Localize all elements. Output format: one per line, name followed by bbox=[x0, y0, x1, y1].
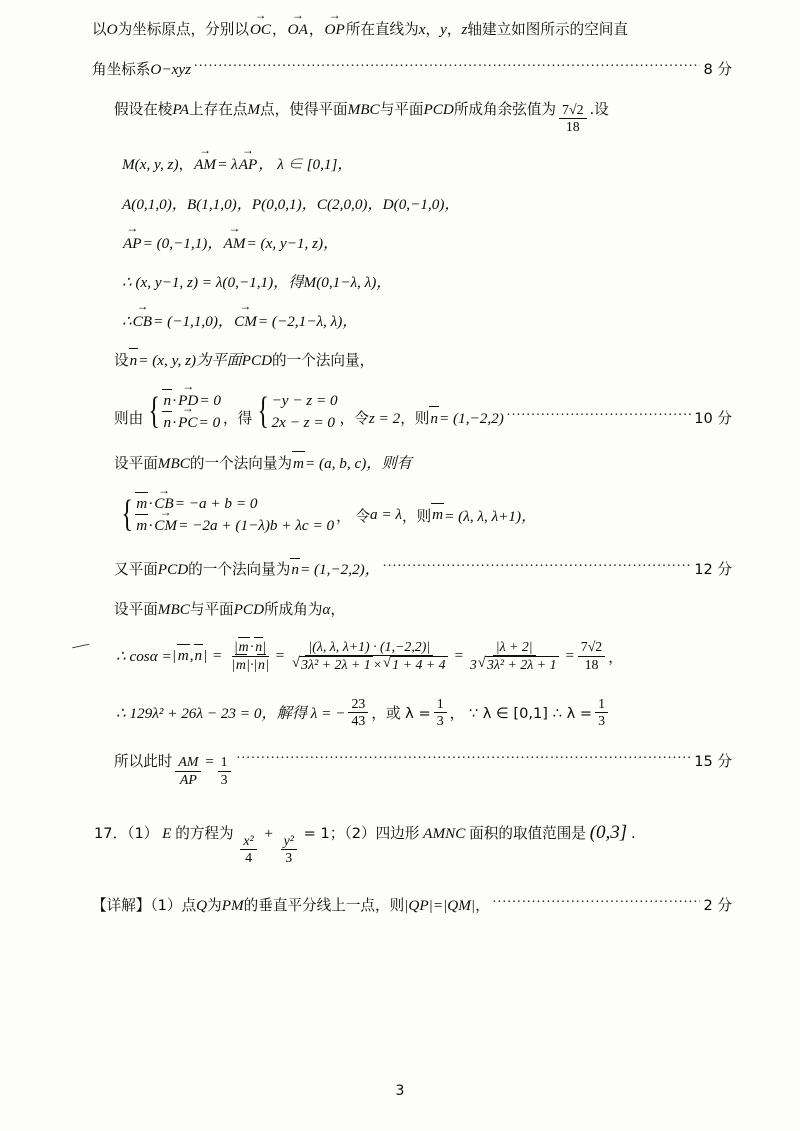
normal-vector-n: n bbox=[258, 656, 265, 672]
normal-vector-m: m bbox=[432, 506, 444, 524]
text-fragment: ， bbox=[178, 156, 194, 174]
text-fragment: = 1；（2）四边形 bbox=[303, 825, 420, 843]
text-fragment: 设平面 bbox=[114, 454, 158, 472]
normal-vector-m: m bbox=[136, 517, 148, 535]
coordinates-xyz: (x, y, z) bbox=[134, 156, 179, 174]
text-fragment: ， bbox=[425, 21, 441, 38]
equation-fragment: = −2a + (1−λ)b + λc = 0 bbox=[178, 517, 335, 535]
equation-fragment: = 0 bbox=[199, 391, 221, 409]
dot-leader bbox=[194, 59, 700, 74]
equation-fragment: = (λ, λ, λ+1)， bbox=[444, 507, 537, 525]
equals-sign: = bbox=[204, 753, 215, 771]
system-rows bbox=[162, 390, 221, 434]
text-fragment: ， bbox=[446, 21, 462, 38]
fraction-numerator: 7√2 bbox=[578, 639, 605, 656]
equation-system-1 bbox=[145, 390, 221, 434]
fraction-denominator: 18 bbox=[565, 119, 580, 134]
score-marks: 10 分 bbox=[694, 410, 732, 428]
line-system-MBC bbox=[92, 493, 732, 537]
fraction-numerator: 1 bbox=[434, 696, 447, 713]
solution-body bbox=[92, 20, 732, 935]
line-angle-definition bbox=[92, 600, 732, 619]
fraction-denominator: 3 bbox=[220, 771, 228, 787]
point-M: M bbox=[247, 100, 261, 118]
dot-operator: · bbox=[172, 413, 178, 431]
dot-operator: · bbox=[148, 517, 154, 535]
text-fragment: 与平面 bbox=[189, 600, 234, 618]
fraction-numerator: AM bbox=[175, 754, 201, 771]
segment-PA: PA bbox=[172, 100, 189, 118]
length-QM: |QM| bbox=[443, 896, 476, 914]
vector-CB: CB → bbox=[132, 312, 153, 331]
length-QP: |QP| bbox=[404, 896, 433, 914]
normal-vector-n: n bbox=[163, 413, 172, 431]
line-assumption bbox=[92, 100, 732, 136]
text-fragment: ，则 bbox=[401, 507, 432, 525]
fraction-numerator: x² bbox=[240, 833, 256, 850]
plane-MBC: MBC bbox=[157, 600, 190, 618]
equation-fragment: = (−2,1−λ, λ)， bbox=[257, 312, 358, 330]
plane-PCD: PCD bbox=[423, 100, 454, 118]
normal-vector-n: n bbox=[291, 561, 299, 579]
text-fragment: 轴建立如图所示的空间直 bbox=[467, 21, 628, 38]
text-fragment: 所成角为 bbox=[264, 600, 323, 618]
line-solve-M bbox=[92, 273, 732, 292]
left-brace: { bbox=[257, 390, 269, 433]
fraction-numerator: |λ + 2| bbox=[493, 639, 536, 656]
fraction-numerator: 23 bbox=[348, 696, 368, 713]
fraction-cosine-value bbox=[559, 102, 586, 136]
text-fragment: ， bbox=[272, 21, 287, 38]
text-fragment: ， bbox=[475, 896, 490, 914]
curve-E: E bbox=[162, 825, 172, 843]
text-fragment: 【详解】（1）点 bbox=[92, 896, 197, 914]
equation-fragment: ∴ cosα = bbox=[116, 647, 172, 665]
text-fragment: ， bbox=[308, 21, 324, 38]
stray-pen-mark: — bbox=[70, 633, 91, 656]
system-rows bbox=[271, 390, 337, 434]
dot-operator: · bbox=[172, 391, 178, 409]
line-point-coordinates bbox=[92, 195, 732, 214]
points-list: A(0,1,0)，B(1,1,0)，P(0,0,1)，C(2,0,0)，D(0,−1,0)， bbox=[122, 195, 460, 213]
line-quadratic-solution bbox=[92, 696, 732, 730]
vector-PD: PD → bbox=[177, 392, 199, 409]
text-fragment: 与平面 bbox=[379, 100, 424, 118]
axis-y: y bbox=[440, 21, 447, 38]
equation-system-2 bbox=[254, 390, 337, 434]
equation-fragment: ∴ 129λ² + 26λ − 23 = 0，解得 λ = − bbox=[116, 704, 346, 722]
dot-leader bbox=[507, 408, 691, 423]
line-vectors-AP-AM bbox=[92, 234, 732, 253]
normal-vector-m: m bbox=[177, 647, 189, 665]
abs-bar: | bbox=[204, 647, 208, 665]
fraction-numerator: |(λ, λ, λ+1) · (1,−2,2)| bbox=[305, 639, 433, 656]
score-marks: 8 分 bbox=[703, 61, 732, 79]
fraction-lambda-neg bbox=[348, 696, 368, 730]
equation-fragment: = (−1,1,0)， bbox=[153, 312, 234, 330]
text-fragment: 所以此时 bbox=[114, 753, 173, 771]
fraction-one-third bbox=[218, 754, 231, 788]
fraction-denominator bbox=[288, 656, 451, 673]
therefore-symbol: ∴ bbox=[122, 312, 132, 330]
text-fragment: 的方程为 bbox=[175, 825, 234, 843]
equation-fragment: = (1,−2,2)， bbox=[299, 561, 380, 579]
sqrt-radicand: 3λ² + 2λ + 1 bbox=[487, 657, 557, 673]
axis-z: z bbox=[461, 21, 468, 38]
plane-MBC: MBC bbox=[157, 454, 190, 472]
vector-AM: AM → bbox=[223, 234, 247, 253]
text-fragment: 的垂直平分线上一点，则 bbox=[243, 896, 405, 914]
fraction-numerator: 1 bbox=[595, 696, 608, 713]
equation-fragment: = λ bbox=[217, 156, 238, 174]
fraction-y-squared-over-3 bbox=[281, 833, 297, 867]
text-fragment: 角坐标系 bbox=[92, 61, 151, 79]
sqrt-radicand: 1 + 4 + 4 bbox=[392, 657, 446, 673]
line-coordinate-setup bbox=[92, 20, 732, 39]
dot-operator: · bbox=[148, 495, 154, 513]
fraction-denominator: 3 bbox=[598, 712, 606, 728]
axis-x: x bbox=[418, 21, 426, 38]
fraction-lambda-final bbox=[595, 696, 608, 730]
fraction-denominator: 18 bbox=[584, 656, 599, 672]
fraction-result bbox=[578, 639, 605, 673]
angle-alpha: α bbox=[322, 600, 331, 618]
fraction-denominator: 3 bbox=[285, 850, 293, 866]
text-fragment: 点，使得平面 bbox=[260, 100, 348, 118]
equals-sign: = bbox=[432, 896, 444, 914]
equation-fragment: = (x, y−1, z)， bbox=[246, 234, 339, 252]
line-M-definition bbox=[92, 155, 732, 174]
fraction-numerator: |m·n| bbox=[232, 639, 269, 656]
fraction-numerator: 1 bbox=[218, 754, 231, 771]
system-row: −y − z = 0 bbox=[271, 391, 338, 409]
normal-vector-n: n bbox=[430, 410, 438, 428]
normal-vector-n: n bbox=[255, 639, 263, 655]
text-fragment: ，或 λ = bbox=[371, 704, 431, 722]
equation-fragment: = −a + b = 0 bbox=[174, 495, 258, 513]
line-ratio-result bbox=[92, 751, 732, 788]
equation-fragment: = 0 bbox=[198, 413, 221, 431]
vector-CB: CB → bbox=[153, 495, 174, 512]
text-fragment: 设平面 bbox=[114, 600, 158, 618]
equation-system-3 bbox=[118, 493, 334, 537]
equals-sign: = bbox=[208, 647, 227, 665]
line-normal-PCD-again bbox=[92, 559, 732, 579]
line-cosine-computation bbox=[92, 639, 732, 674]
fraction-AM-over-AP bbox=[175, 754, 201, 788]
sqrt-expr bbox=[383, 656, 448, 673]
normal-vector-m: m bbox=[238, 639, 249, 655]
text-fragment: 又平面 bbox=[114, 561, 158, 579]
dot-leader bbox=[383, 559, 691, 574]
question-number: 17．（1） bbox=[94, 825, 159, 843]
text-fragment: ，得 bbox=[223, 410, 253, 428]
score-marks: 15 分 bbox=[694, 753, 732, 771]
plane-PCD: PCD bbox=[157, 561, 189, 579]
equals-sign: = bbox=[564, 647, 575, 665]
text-fragment: 所在直线为 bbox=[345, 21, 419, 38]
fraction-denominator bbox=[467, 656, 562, 673]
normal-vector-m: m bbox=[235, 656, 246, 672]
sqrt-expr bbox=[292, 656, 373, 673]
line-detailed-solution bbox=[92, 895, 732, 915]
segment-PM: PM bbox=[221, 896, 244, 914]
point-O: O bbox=[106, 21, 118, 38]
dot-leader bbox=[493, 895, 701, 910]
system-row bbox=[135, 515, 334, 537]
fraction-denominator: 43 bbox=[351, 712, 366, 728]
system-row bbox=[162, 412, 221, 434]
fraction-numerator: 7√2 bbox=[559, 102, 586, 119]
normal-vector-m: m bbox=[293, 454, 304, 472]
text-fragment: ， 令 bbox=[336, 507, 370, 525]
plus-operator: + bbox=[263, 825, 274, 843]
question-17-answer bbox=[92, 822, 732, 867]
interval-range: (0,3] bbox=[589, 822, 628, 844]
text-fragment: ，则 bbox=[400, 410, 430, 428]
vector-AP: AP → bbox=[122, 234, 143, 253]
text-fragment: ， bbox=[330, 600, 346, 618]
fraction-expanded bbox=[288, 639, 451, 674]
text-fragment: 上存在点 bbox=[189, 100, 248, 118]
score-marks: 2 分 bbox=[703, 896, 732, 914]
fraction-denominator: 4 bbox=[245, 850, 253, 866]
left-brace: { bbox=[148, 390, 160, 433]
text-fragment: .设 bbox=[589, 100, 609, 118]
coefficient: 3 bbox=[469, 657, 477, 673]
sqrt-radicand: 3λ² + 2λ + 1 bbox=[301, 657, 371, 673]
text-fragment: 的一个法向量， bbox=[272, 351, 375, 369]
fraction-dot-over-norms bbox=[229, 639, 272, 673]
dot-leader bbox=[237, 751, 692, 766]
fraction-denominator: 3 bbox=[436, 712, 444, 728]
page-number: 3 bbox=[395, 1083, 405, 1099]
sqrt-expr bbox=[478, 656, 559, 673]
fraction-denominator: |m|·|n| bbox=[232, 656, 269, 672]
vector-PC: PC → bbox=[177, 414, 198, 431]
plane-PCD: PCD bbox=[233, 600, 265, 618]
equation-fragment: = (0,−1,1)， bbox=[142, 234, 223, 252]
coordinate-system-label: O−xyz bbox=[150, 61, 191, 79]
text-fragment: 假设在棱 bbox=[114, 100, 173, 118]
line-normal-vector-def bbox=[92, 351, 732, 370]
cos-angle-expr: m,n bbox=[177, 647, 203, 665]
times-operator: × bbox=[372, 657, 383, 673]
text-fragment: 以 bbox=[92, 21, 107, 38]
text-fragment: 面积的取值范围是 bbox=[469, 825, 586, 843]
vector-AP: AP → bbox=[238, 155, 259, 174]
vector-OP: OP → bbox=[324, 20, 346, 39]
quadrilateral-AMNC: AMNC bbox=[423, 825, 466, 843]
abs-bar: | bbox=[172, 647, 176, 665]
point-Q: Q bbox=[196, 896, 208, 914]
fraction-denominator: AP bbox=[179, 771, 197, 787]
equation-fragment: = (1,−2,2) bbox=[439, 410, 504, 428]
fraction-x-squared-over-4 bbox=[240, 833, 256, 867]
text-fragment: ， bbox=[608, 648, 623, 666]
vector-CM: CM → bbox=[233, 312, 258, 331]
line-coordinate-system-marks bbox=[92, 59, 732, 79]
equation-fragment: z = 2 bbox=[368, 410, 401, 428]
vector-CM: CM → bbox=[153, 517, 178, 534]
lambda-range: ， λ ∈ [0,1]， bbox=[258, 156, 353, 174]
equals-sign: = bbox=[453, 647, 464, 665]
equals-sign: = bbox=[274, 647, 285, 665]
text-fragment: 为 bbox=[207, 896, 222, 914]
text-fragment: . bbox=[631, 825, 636, 843]
text-fragment: 所成角余弦值为 bbox=[453, 100, 557, 118]
point-M: M bbox=[303, 273, 317, 291]
text-fragment: 为坐标原点，分别以 bbox=[117, 21, 249, 38]
point-M: M bbox=[122, 156, 135, 174]
line-vectors-CB-CM bbox=[92, 312, 732, 331]
text-fragment: 的一个法向量为 bbox=[188, 561, 291, 579]
line-system-PCD bbox=[92, 390, 732, 434]
equation-fragment: ∴ (x, y−1, z) = λ(0,−1,1)，得 bbox=[122, 273, 304, 291]
equation-fragment: a = λ bbox=[369, 506, 402, 524]
line-normal-MBC-def bbox=[92, 454, 732, 473]
plane-PCD: PCD bbox=[241, 351, 273, 369]
equation-fragment: (0,1−λ, λ)， bbox=[316, 273, 392, 291]
normal-vector-m: m bbox=[136, 495, 148, 513]
equation-fragment: = (a, b, c)，则有 bbox=[305, 454, 412, 472]
text-fragment: ，令 bbox=[339, 410, 369, 428]
fraction-simplified bbox=[467, 639, 562, 674]
system-rows bbox=[135, 493, 334, 537]
left-brace: { bbox=[121, 493, 133, 536]
fraction-numerator: y² bbox=[281, 833, 297, 850]
equation-fragment: = (x, y, z)为平面 bbox=[138, 351, 242, 369]
plane-MBC: MBC bbox=[347, 100, 380, 118]
vector-AM: AM → bbox=[193, 155, 217, 174]
fraction-lambda-third bbox=[434, 696, 447, 730]
vector-OA: OA → bbox=[287, 20, 309, 39]
text-fragment: 则由 bbox=[114, 410, 144, 428]
vector-OC: OC → bbox=[249, 20, 272, 39]
text-fragment: 设 bbox=[114, 351, 129, 369]
text-fragment: ， ∵ λ ∈ [0,1] ∴ λ = bbox=[449, 704, 593, 722]
system-row: 2x − z = 0 bbox=[271, 413, 335, 431]
score-marks: 12 分 bbox=[694, 561, 732, 579]
normal-vector-n: n bbox=[194, 647, 203, 665]
text-fragment: 的一个法向量为 bbox=[189, 454, 293, 472]
normal-vector-n: n bbox=[129, 351, 138, 369]
normal-vector-n: n bbox=[163, 391, 172, 409]
